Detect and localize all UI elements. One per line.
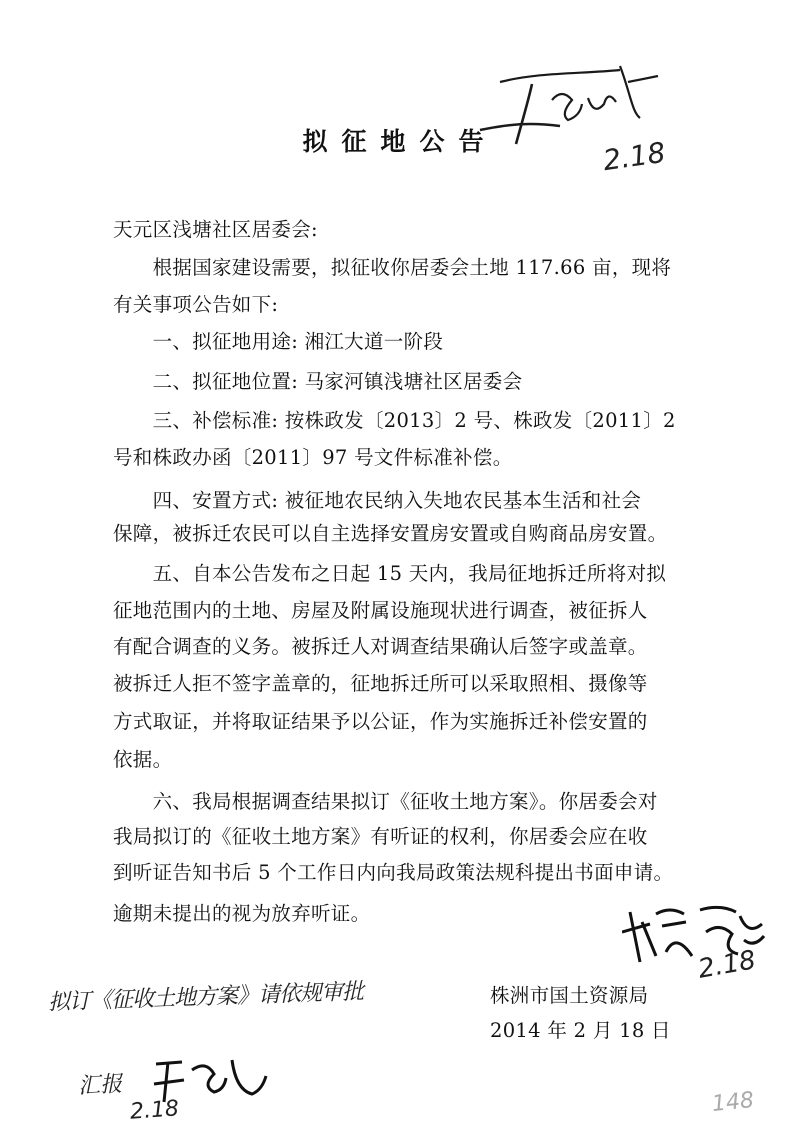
right-signature-date: 2.18 [695, 945, 759, 985]
body-line: 六、我局根据调查结果拟订《征收土地方案》。你居委会对 [113, 790, 658, 813]
body-line: 号和株政办函〔2011〕97 号文件标准补偿。 [113, 446, 513, 469]
body-line: 一、拟征地用途: 湘江大道一阶段 [113, 330, 444, 353]
body-line: 二、拟征地位置: 马家河镇浅塘社区居委会 [113, 370, 523, 393]
body-line: 四、安置方式: 被征地农民纳入失地农民基本生活和社会 [113, 489, 642, 512]
body-line: 我局拟订的《征收土地方案》有听证的权利，你居委会应在收 [113, 825, 648, 848]
body-line: 被拆迁人拒不签字盖章的，征地拆迁所可以采取照相、摄像等 [113, 672, 648, 695]
issue-date: 2014 年 2 月 18 日 [490, 1019, 671, 1042]
body-line: 五、自本公告发布之日起 15 天内，我局征地拆迁所将对拟 [113, 562, 667, 585]
body-line: 根据国家建设需要，拟征收你居委会土地 117.66 亩，现将 [113, 256, 672, 279]
body-line: 有关事项公告如下: [113, 293, 279, 316]
body-line: 保障，被拆迁农民可以自主选择安置房安置或自购商品房安置。 [113, 522, 668, 545]
body-line: 有配合调查的义务。被拆迁人对调查结果确认后签字或盖章。 [113, 635, 648, 658]
left-handwritten-note: 拟订《征收土地方案》请依规审批 [47, 979, 364, 1016]
top-signature-date: 2.18 [601, 135, 668, 178]
bottom-left-date: 2.18 [129, 1096, 180, 1125]
page-title: 拟征地公告 [302, 127, 498, 156]
addressee: 天元区浅塘社区居委会: [113, 218, 318, 241]
body-line: 到听证告知书后 5 个工作日内向我局政策法规科提出书面申请。 [113, 861, 674, 884]
corner-mark: 148 [710, 1087, 756, 1118]
body-line: 依据。 [113, 748, 173, 771]
body-line: 逾期未提出的视为放弃听证。 [113, 902, 371, 925]
body-line: 三、补偿标准: 按株政发〔2013〕2 号、株政发〔2011〕2 [113, 409, 676, 432]
issuer: 株洲市国土资源局 [490, 984, 649, 1007]
body-line: 方式取证，并将取证结果予以公证，作为实施拆迁补偿安置的 [113, 710, 648, 733]
bottom-left-label: 汇报 [77, 1071, 123, 1100]
body-line: 征地范围内的土地、房屋及附属设施现状进行调查，被征拆人 [113, 599, 648, 622]
